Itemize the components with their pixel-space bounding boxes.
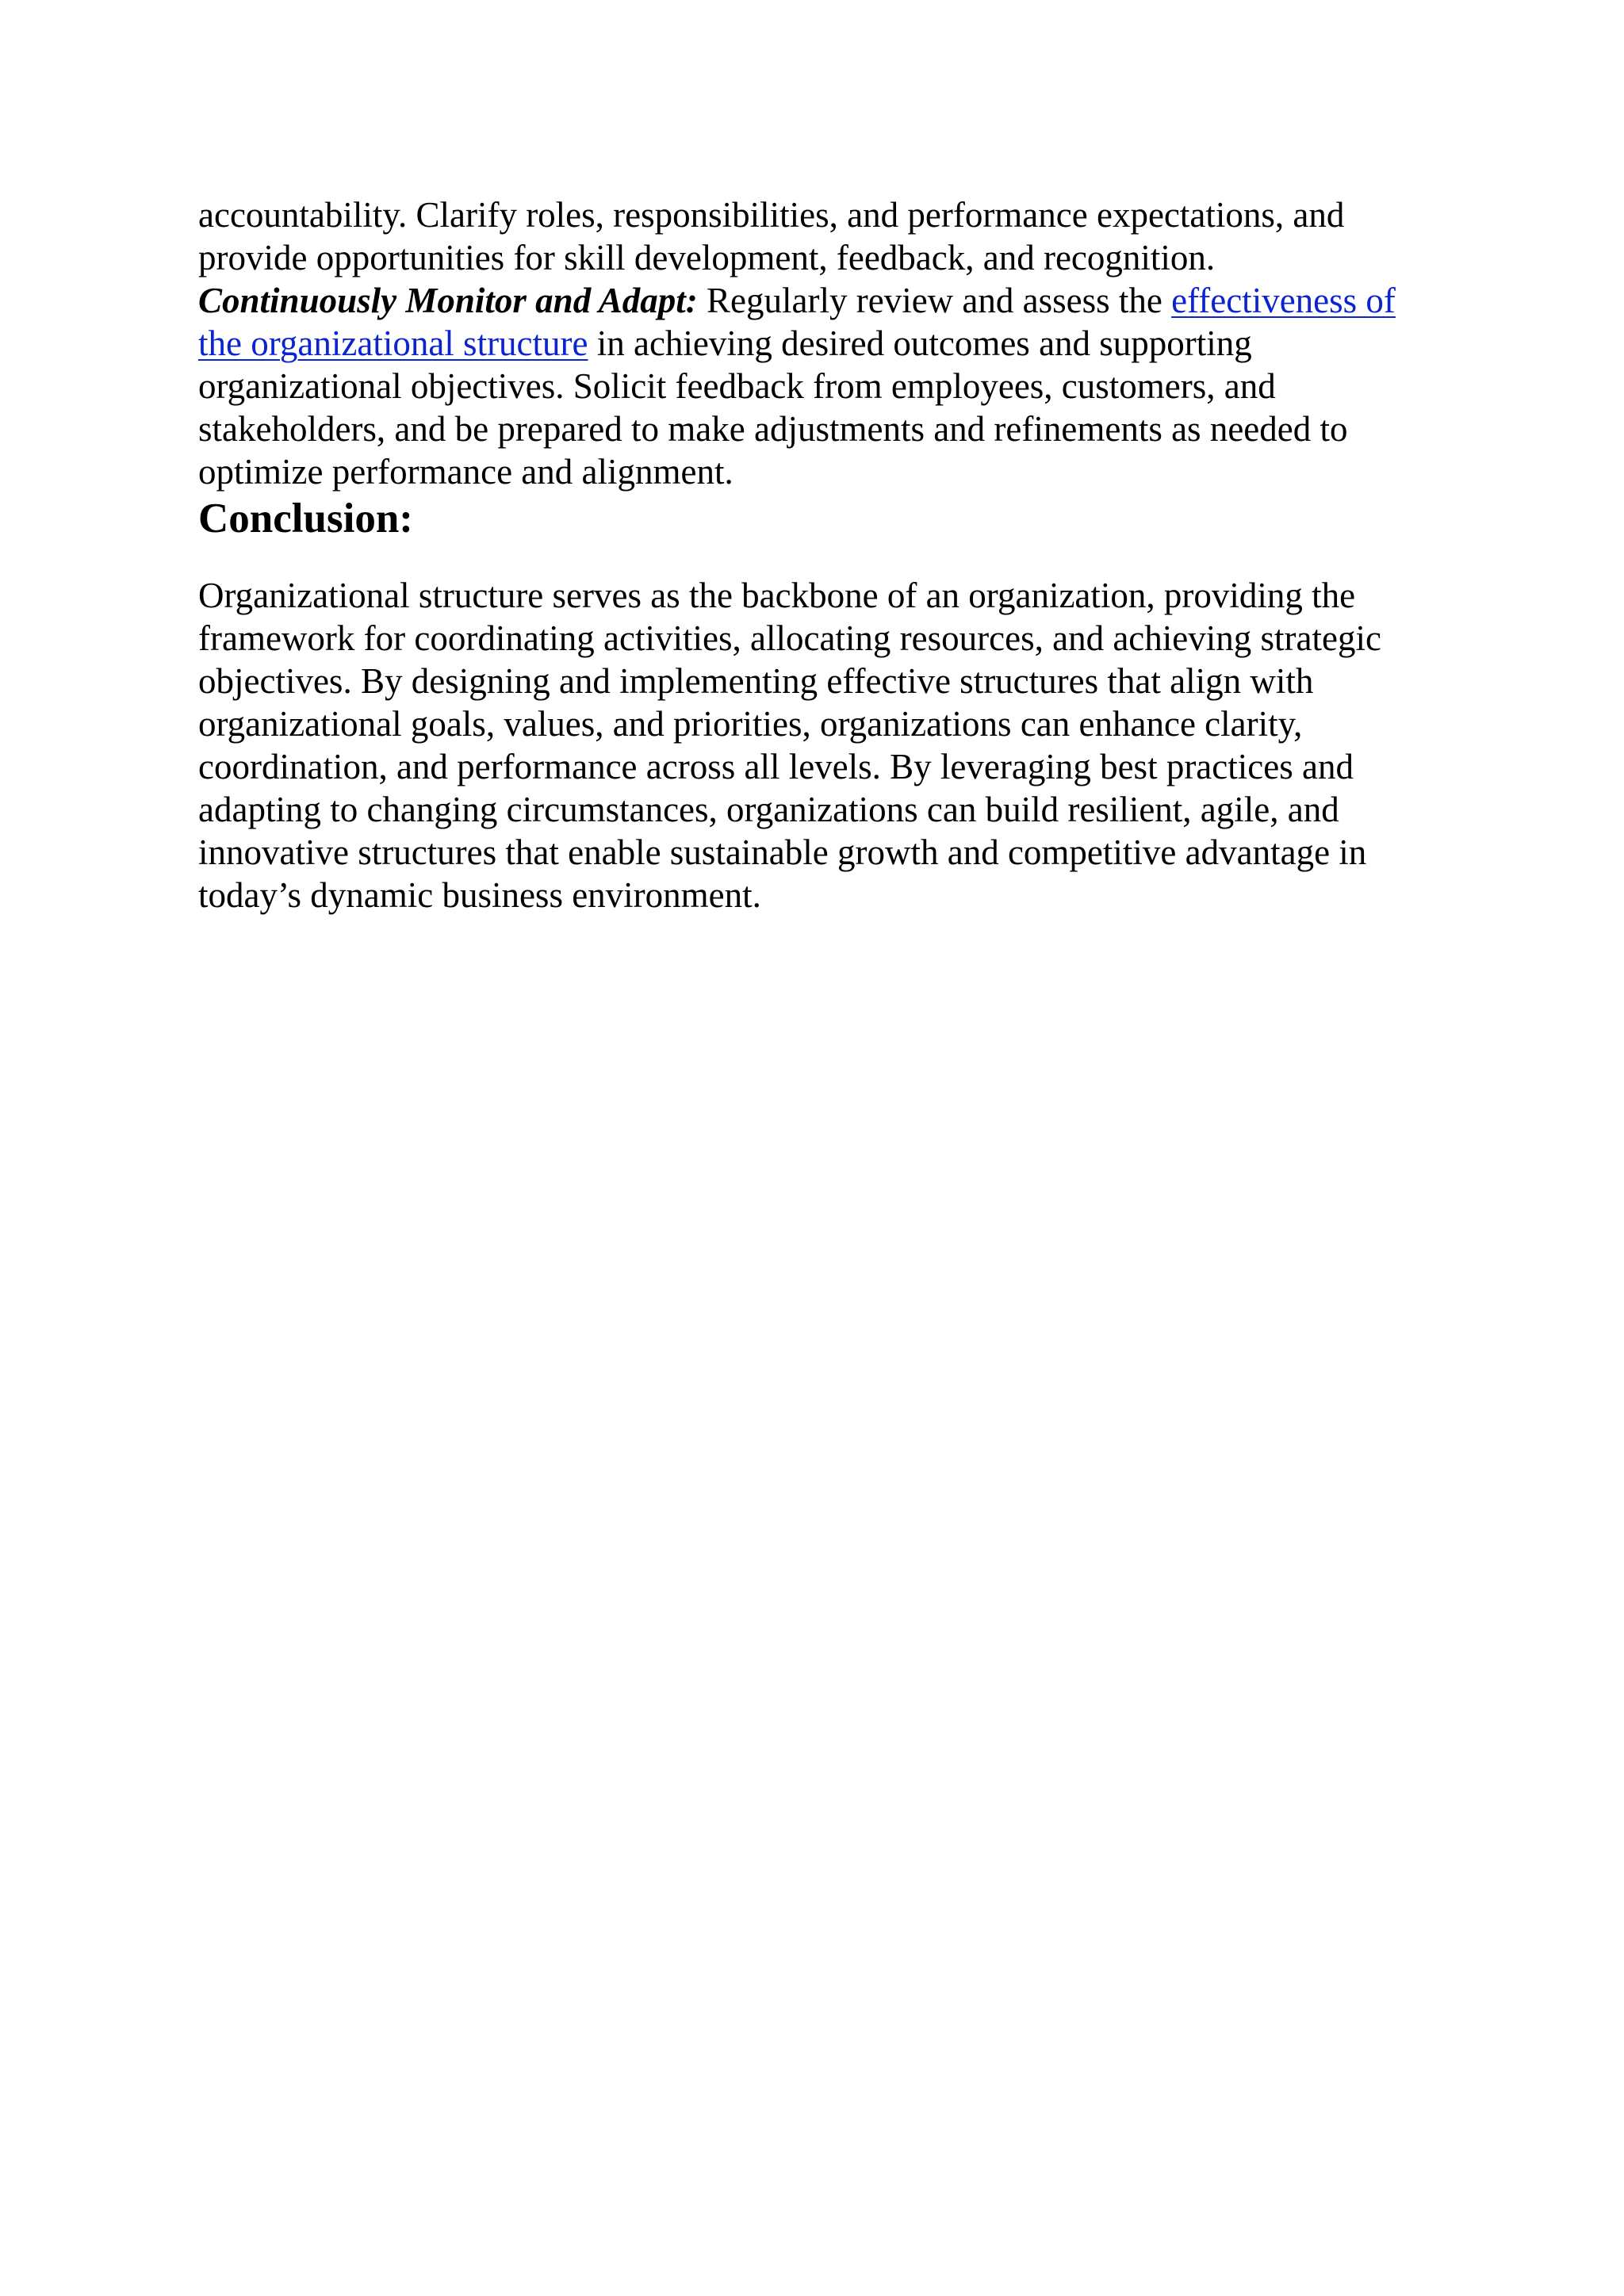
document-body	[198, 193, 1435, 916]
monitor-adapt-paragraph	[198, 279, 1435, 493]
monitor-text-after-link: in achieving desired outcomes and supporting organizational objectives. Solicit feedback from employees, customers, and stakeholders, and be prepared to make adjustments and refinements as needed to optimize performance and alignment.	[198, 323, 1348, 492]
monitor-text-before-link: Regularly review and assess the	[697, 281, 1172, 320]
organizational-structure-link[interactable]: effectiveness of the organizational structure	[198, 281, 1396, 363]
conclusion-heading: Conclusion:	[198, 496, 413, 541]
section-spacer	[198, 544, 1435, 574]
monitor-adapt-label: Continuously Monitor and Adapt:	[198, 281, 698, 320]
conclusion-paragraph: Organizational structure serves as the backbone of an organization, providing the framework for coordinating activities, allocating resources, and achieving strategic objectives. By designing and implementing effective structures that align with organizational goals, values, and priorities, organizations can enhance clarity, coordination, and performance across all levels. By leveraging best practices and adapting to changing circumstances, organizations can build resilient, agile, and innovative structures that enable sustainable growth and competitive advantage in today’s dynamic business environment.	[198, 576, 1381, 915]
intro-paragraph: accountability. Clarify roles, responsibilities, and performance expectations, and provide opportunities for skill development, feedback, and recognition.	[198, 195, 1345, 277]
